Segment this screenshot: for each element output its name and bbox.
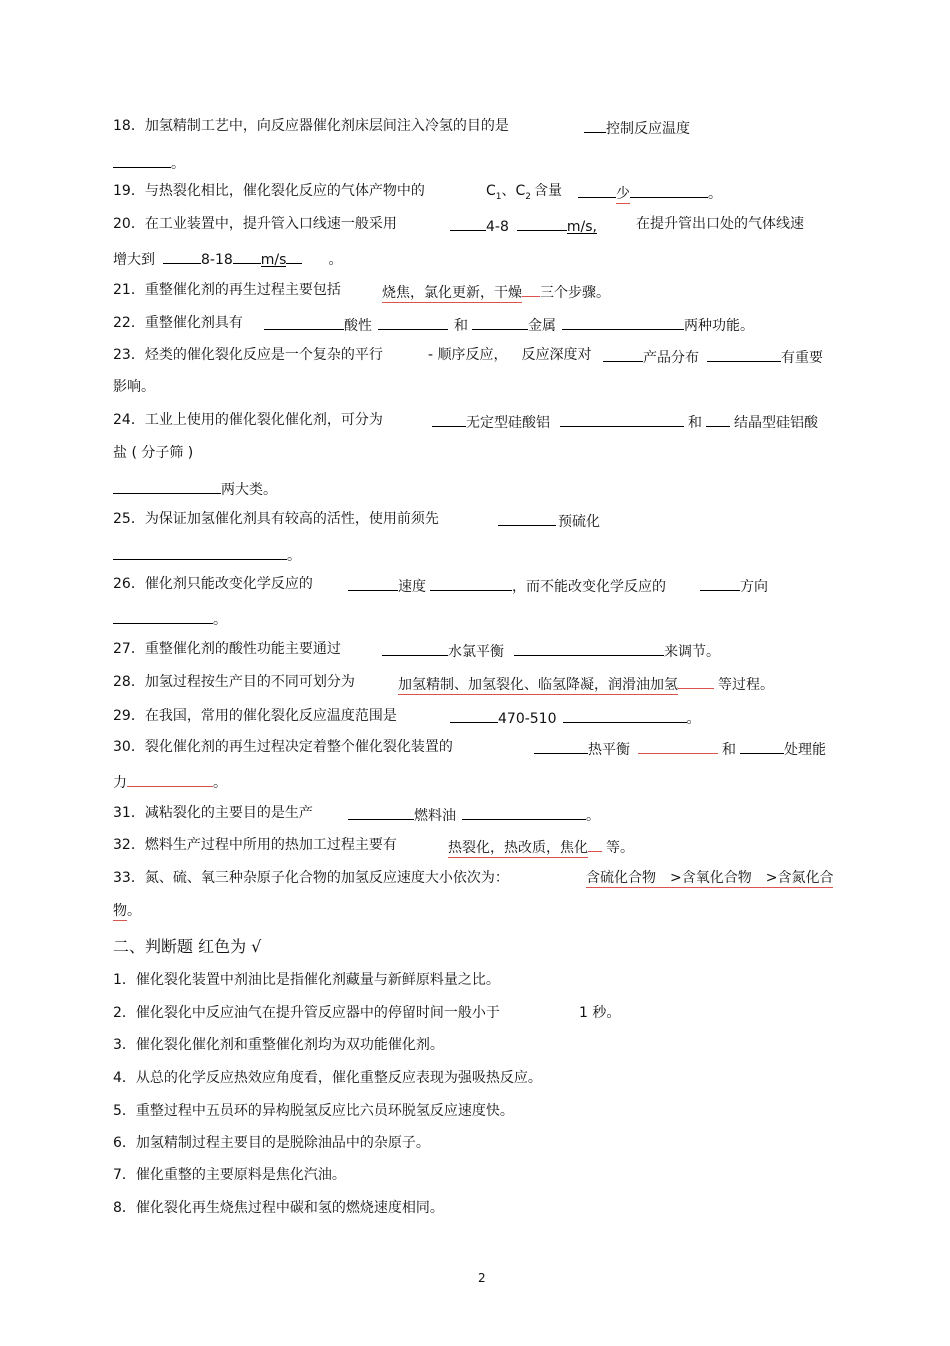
question-26-line2: 。 <box>113 608 227 629</box>
tf-item-6: 6．加氢精制过程主要目的是脱除油品中的杂原子。 <box>113 1135 430 1151</box>
q18-prefix: 18．加氢精制工艺中，向反应器催化剂床层间注入冷氢的目的是 <box>113 118 509 134</box>
question-23: 23．烃类的催化裂化反应是一个复杂的平行 <box>113 347 383 363</box>
q28-answer: 加氢精制、加氢裂化、临氢降凝，润滑油加氢 等过程。 <box>398 673 774 694</box>
question-33: 33．氮、硫、氧三种杂原子化合物的加氢反应速度大小依次为： <box>113 870 509 886</box>
question-20-line2: 增大到 8-18 m/s 。 <box>113 248 342 269</box>
question-22: 22．重整催化剂具有 <box>113 315 243 331</box>
q18-answer: 控制反应温度 <box>606 121 690 137</box>
q20-mid: 在提升管出口处的气体线速 <box>636 216 804 232</box>
question-29: 29．在我国，常用的催化裂化反应温度范围是 <box>113 708 397 724</box>
q33-answer: 含硫化合物 >含氧化合物 >含氮化合 <box>586 870 834 886</box>
question-24: 24．工业上使用的催化裂化催化剂，可分为 <box>113 412 383 428</box>
page-number: 2 <box>478 1271 486 1285</box>
q30-answers: 热平衡 和 处理能 <box>534 738 826 759</box>
tf-item-8: 8．催化裂化再生烧焦过程中碳和氢的燃烧速度相同。 <box>113 1200 444 1216</box>
question-18-line2 <box>113 152 185 173</box>
question-20 <box>113 215 397 233</box>
q29-answer: 470-510 。 <box>450 707 701 728</box>
q19-prefix: 19．与热裂化相比，催化裂化反应的气体产物中的 <box>113 183 425 199</box>
q24-answers: 无定型硅酸铝 和 结晶型硅铝酸 <box>432 411 818 432</box>
question-24-line3: 两大类。 <box>113 478 277 499</box>
question-26: 26．催化剂只能改变化学反应的 <box>113 576 313 592</box>
q18-end: 。 <box>171 156 185 172</box>
q21-answer: 烧焦，氯化更新，干燥 三个步骤。 <box>382 281 610 302</box>
question-28: 28．加氢过程按生产目的不同可划分为 <box>113 674 355 690</box>
question-25: 25．为保证加氢催化剂具有较高的活性，使用前须先 <box>113 511 439 527</box>
question-21: 21．重整催化剂的再生过程主要包括 <box>113 282 341 298</box>
question-30: 30．裂化催化剂的再生过程决定着整个催化裂化装置的 <box>113 739 453 755</box>
question-33-line2: 物。 <box>113 903 141 919</box>
section2-heading: 二、判断题 红色为 √ <box>113 937 262 956</box>
q31-answer: 燃料油 。 <box>348 804 600 825</box>
q27-answer: 水氯平衡 来调节。 <box>382 640 720 661</box>
tf-item-7: 7．催化重整的主要原料是焦化汽油。 <box>113 1167 346 1183</box>
q23-mid: - 顺序反应， 反应深度对 <box>428 347 592 363</box>
q19-blank: 少 。 <box>578 182 722 203</box>
question-18 <box>113 117 509 135</box>
question-32: 32．燃料生产过程中所用的热加工过程主要有 <box>113 837 397 853</box>
question-31: 31．减粘裂化的主要目的是生产 <box>113 805 313 821</box>
question-30-line2: 力 。 <box>113 771 227 792</box>
question-25-line2: 。 <box>113 544 301 565</box>
q25-answer: 预硫化 <box>498 510 600 531</box>
tf-item-3: 3．催化裂化催化剂和重整催化剂均为双功能催化剂。 <box>113 1037 444 1053</box>
question-23-line2: 影响。 <box>113 379 155 395</box>
q18-blank <box>584 117 690 138</box>
q20-answer2: 8-18 <box>201 252 233 268</box>
question-24-line2: 盐 ( 分子筛 ) <box>113 445 194 461</box>
q20-answer1: 4-8 m/s, <box>450 215 597 236</box>
tf-item-2-tail: 1 秒。 <box>579 1005 621 1021</box>
tf-item-2: 2．催化裂化中反应油气在提升管反应器中的停留时间一般小于 <box>113 1005 500 1021</box>
q22-answers: 酸性 和 金属 两种功能。 <box>264 314 754 335</box>
question-19 <box>113 182 425 200</box>
q32-answer: 热裂化，热改质，焦化 等。 <box>448 836 634 857</box>
tf-item-4: 4．从总的化学反应热效应角度看，催化重整反应表现为强吸热反应。 <box>113 1070 542 1086</box>
q19-answer: 少 <box>616 186 630 202</box>
tf-item-1: 1．催化裂化装置中剂油比是指催化剂藏量与新鲜原料量之比。 <box>113 972 500 988</box>
q19-c1c2: $C_1$、$C_2$ 含量 <box>486 183 563 202</box>
tf-item-5: 5．重整过程中五员环的异构脱氢反应比六员环脱氢反应速度快。 <box>113 1103 514 1119</box>
q23-answer: 产品分布 有重要 <box>603 346 823 367</box>
q26-answer2: 方向 <box>700 575 768 596</box>
question-27: 27．重整催化剂的酸性功能主要通过 <box>113 641 341 657</box>
q26-answers: 速度 ，而不能改变化学反应的 <box>348 575 666 596</box>
q20-prefix: 20．在工业装置中，提升管入口线速一般采用 <box>113 216 397 232</box>
